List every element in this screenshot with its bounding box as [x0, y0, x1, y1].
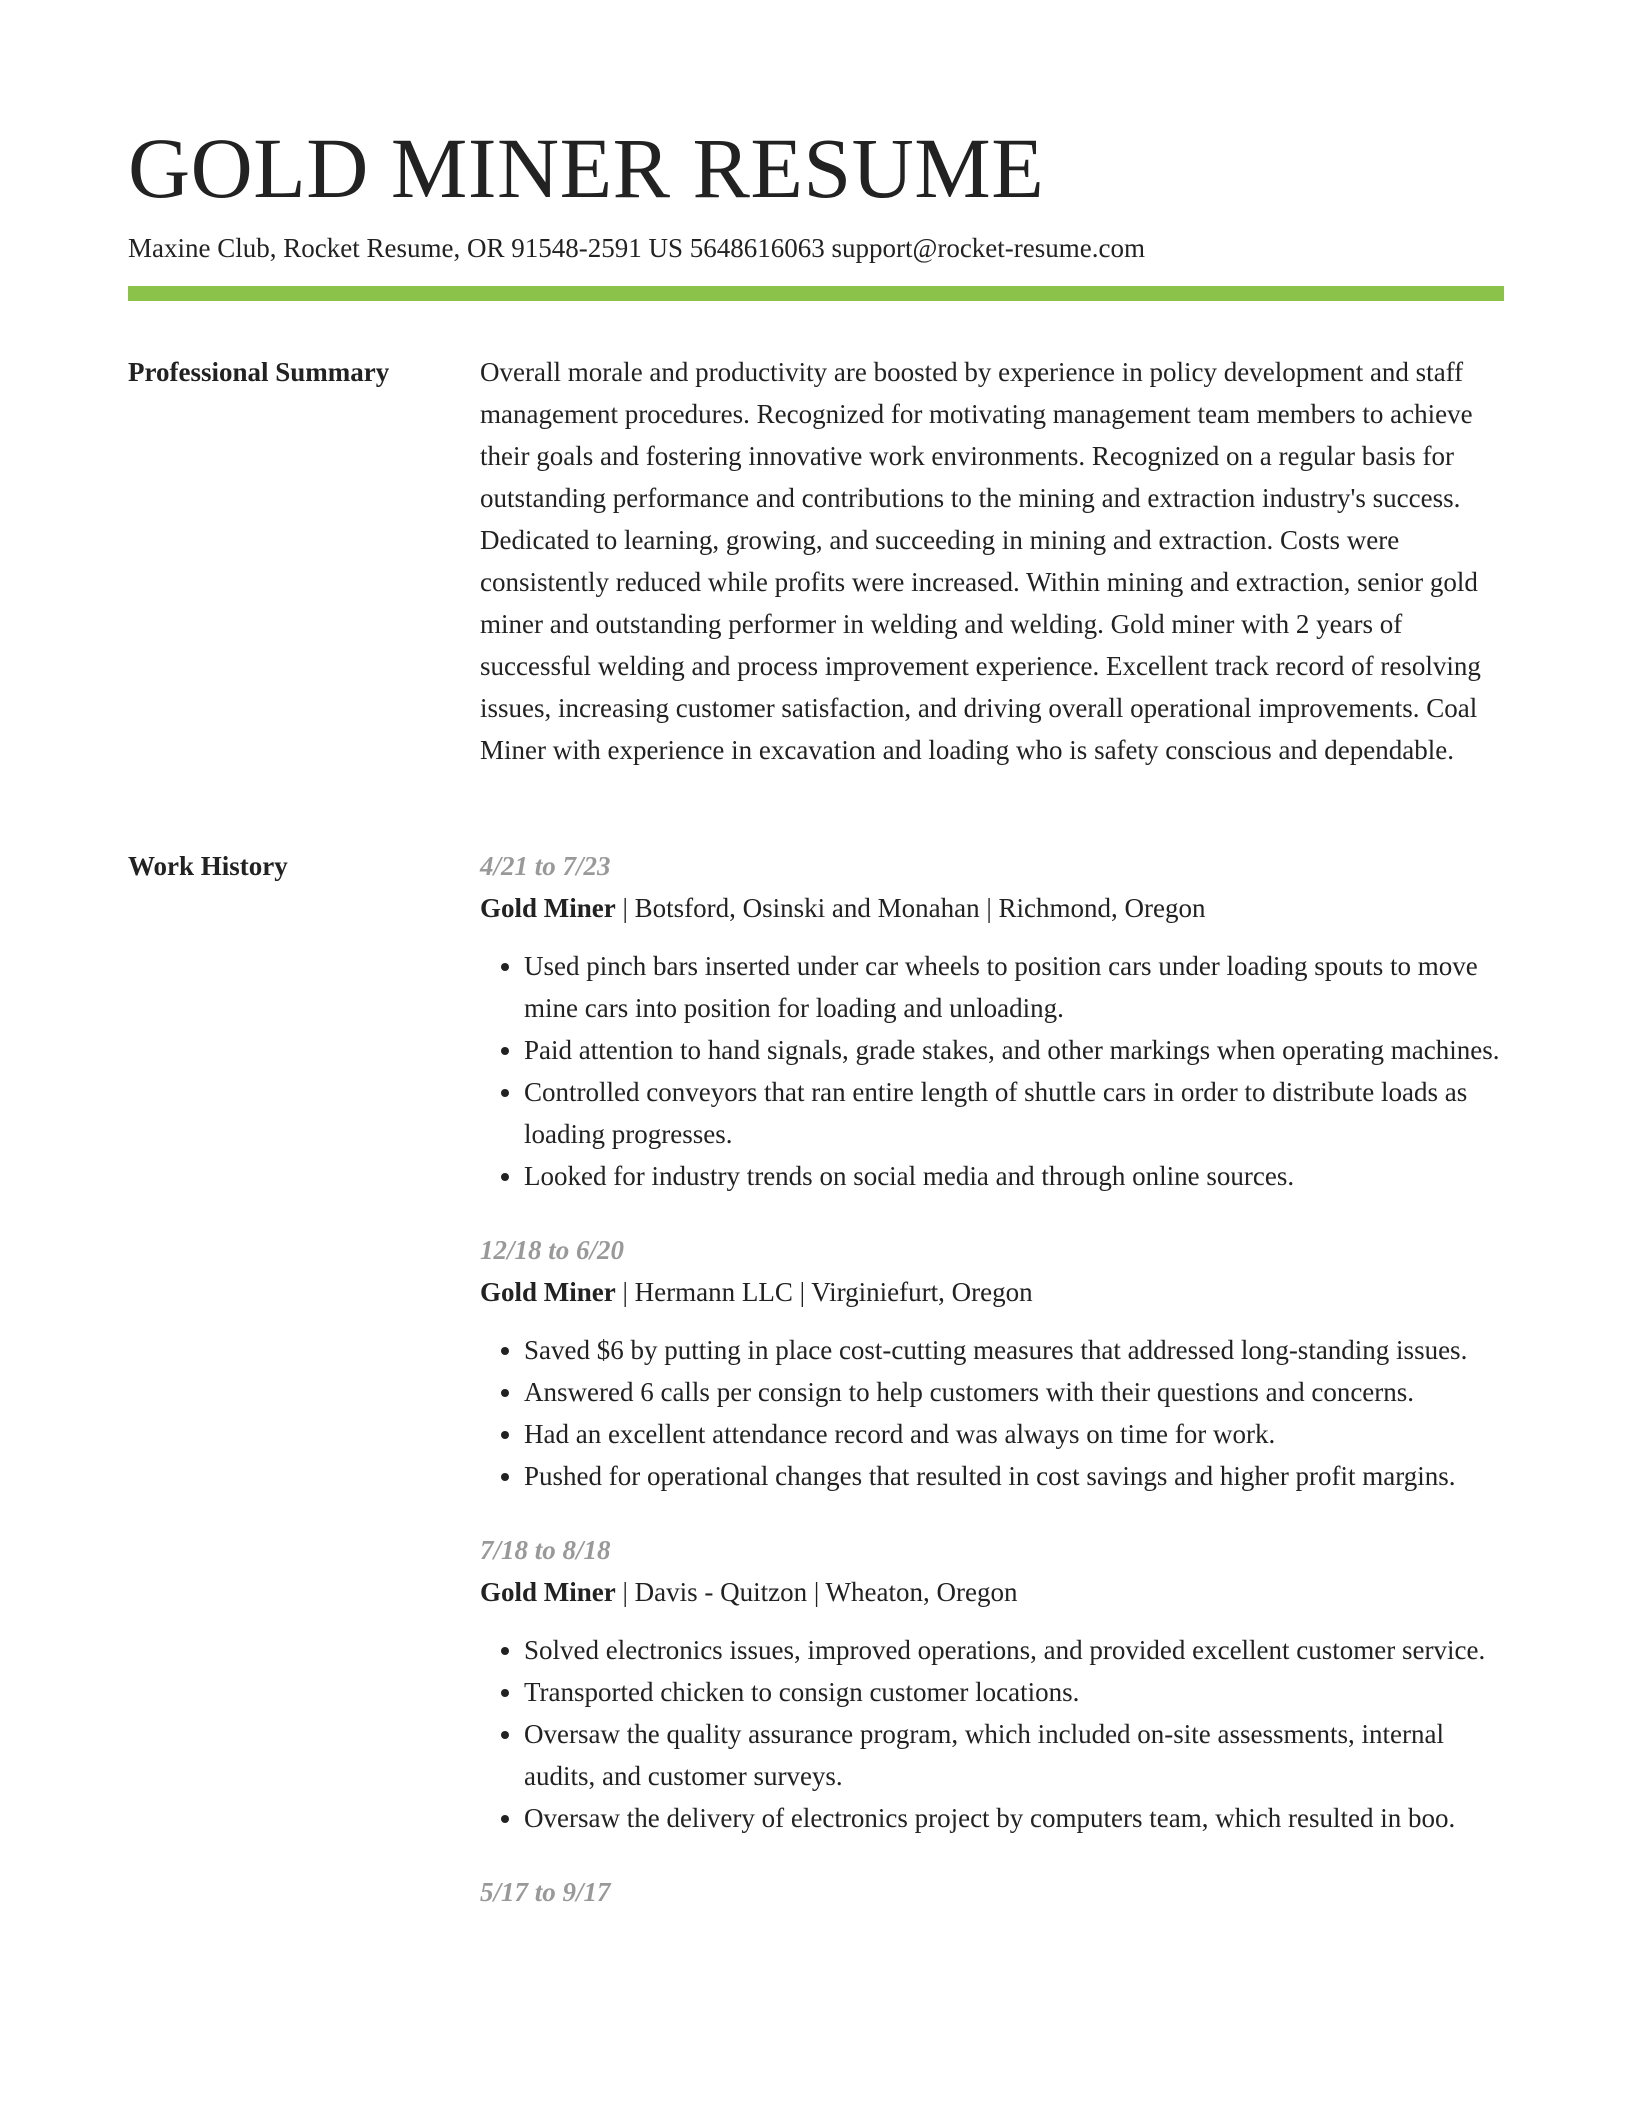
job-duties-list	[480, 1629, 1504, 1839]
job-dates: 12/18 to 6/20	[480, 1235, 625, 1265]
duty-item: • Had an excellent attendance record and was always on time for work.	[524, 1413, 1504, 1455]
job-entry	[480, 1871, 1504, 1913]
duty-item: • Looked for industry trends on social media and through online sources.	[524, 1155, 1504, 1197]
duty-item: • Solved electronics issues, improved operations, and provided excellent customer service.	[524, 1629, 1504, 1671]
job-dates: 7/18 to 8/18	[480, 1535, 611, 1565]
job-employer-location: | Botsford, Osinski and Monahan | Richmond, Oregon	[615, 893, 1206, 923]
job-title-line	[480, 1571, 1504, 1613]
job-employer-location: | Davis - Quitzon | Wheaton, Oregon	[615, 1577, 1018, 1607]
job-role: Gold Miner	[480, 893, 616, 923]
job-dates: 5/17 to 9/17	[480, 1877, 611, 1907]
work-history-section	[480, 845, 1504, 1945]
job-duties-list	[480, 1329, 1504, 1497]
summary-section	[480, 351, 1504, 771]
job-employer-location: | Hermann LLC | Virginiefurt, Oregon	[615, 1277, 1033, 1307]
job-entry	[480, 1529, 1504, 1839]
contact-line: Maxine Club, Rocket Resume, OR 91548-2591 US 5648616063 support@rocket-resume.com	[128, 233, 1145, 263]
job-duties-list	[480, 945, 1504, 1197]
duty-item: • Oversaw the quality assurance program, which included on-site assessments, internal audits, and customer surveys.	[524, 1713, 1504, 1797]
job-title-line	[480, 887, 1504, 929]
summary-heading: Professional Summary	[128, 357, 390, 387]
job-role: Gold Miner	[480, 1577, 616, 1607]
duty-item: • Saved $6 by putting in place cost-cutting measures that addressed long-standing issues.	[524, 1329, 1504, 1371]
job-entry	[480, 845, 1504, 1197]
duty-item: • Answered 6 calls per consign to help customers with their questions and concerns.	[524, 1371, 1504, 1413]
duty-item: • Oversaw the delivery of electronics project by computers team, which resulted in boo.	[524, 1797, 1504, 1839]
duty-item: • Transported chicken to consign customer locations.	[524, 1671, 1504, 1713]
duty-item: • Used pinch bars inserted under car wheels to position cars under loading spouts to move mine cars into position for loading and unloading.	[524, 945, 1504, 1029]
work-history-heading: Work History	[128, 851, 288, 881]
job-title-line	[480, 1271, 1504, 1313]
duty-item: • Pushed for operational changes that resulted in cost savings and higher profit margins.	[524, 1455, 1504, 1497]
job-dates: 4/21 to 7/23	[480, 851, 611, 881]
job-entry	[480, 1229, 1504, 1497]
job-role: Gold Miner	[480, 1277, 616, 1307]
accent-divider	[128, 286, 1504, 301]
duty-item: • Controlled conveyors that ran entire length of shuttle cars in order to distribute loads as loading progresses.	[524, 1071, 1504, 1155]
duty-item: • Paid attention to hand signals, grade stakes, and other markings when operating machines.	[524, 1029, 1504, 1071]
resume-title: GOLD MINER RESUME	[128, 120, 1045, 216]
summary-text: Overall morale and productivity are boosted by experience in policy development and staff management procedures. Recognized for motivating management team members to achieve their goals and fostering innovative work environments. Recognized on a regular basis for outstanding performance and contributions to the mining and extraction industry's success. Dedicated to learning, growing, and succeeding in mining and extraction. Costs were consistently reduced while profits were increased. Within mining and extraction, senior gold miner and outstanding performer in welding and welding. Gold miner with 2 years of successful welding and process improvement experience. Excellent track record of resolving issues, increasing customer satisfaction, and driving overall operational improvements. Coal Miner with experience in excavation and loading who is safety conscious and dependable.	[480, 357, 1481, 765]
